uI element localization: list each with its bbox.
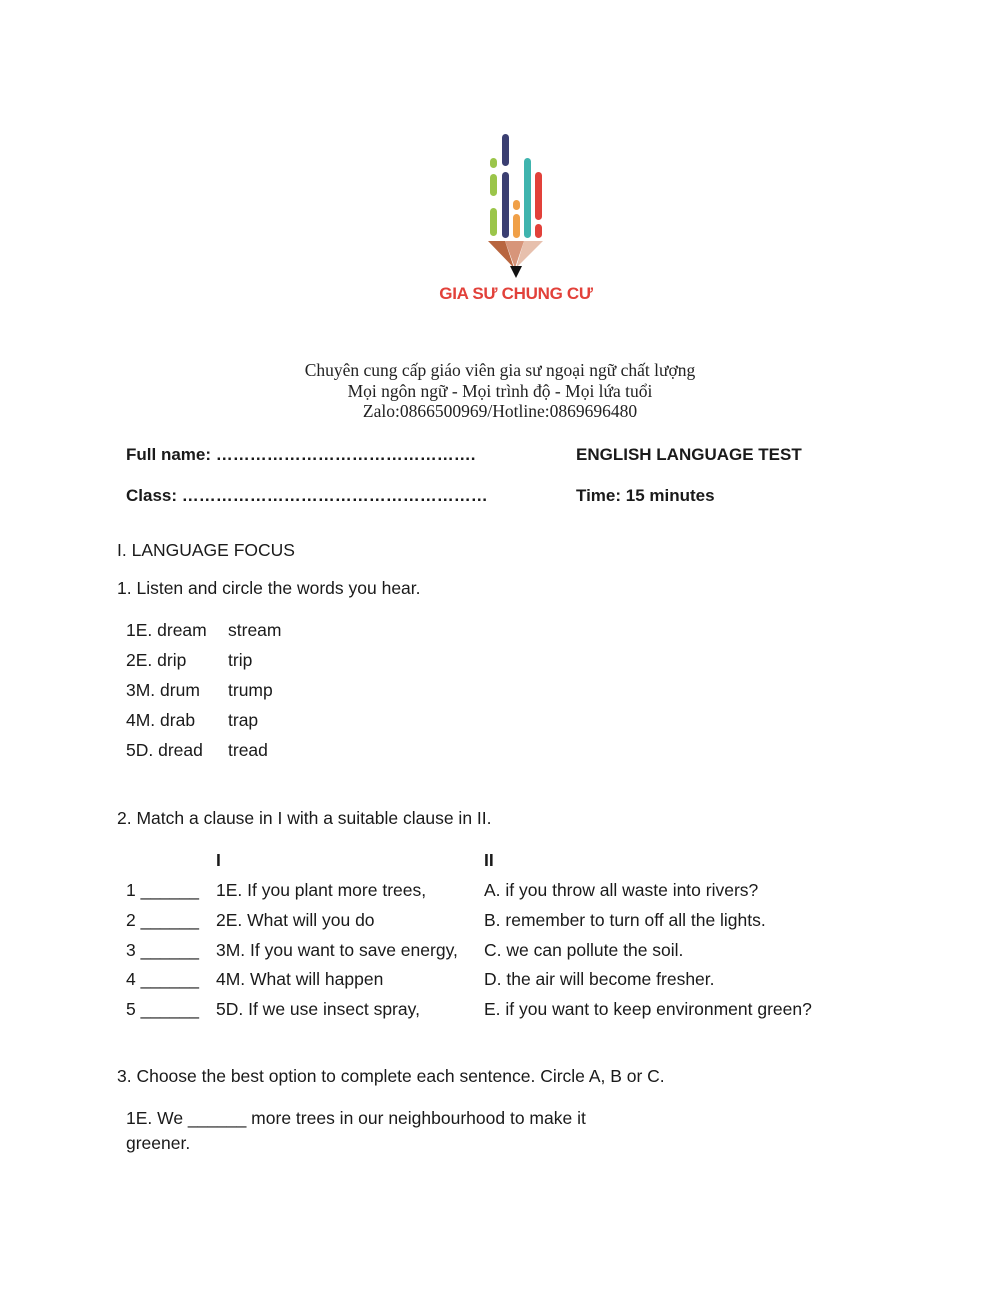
match-clause-ii: D. the air will become fresher. bbox=[484, 969, 715, 989]
ex1-option-b[interactable]: stream bbox=[228, 620, 282, 640]
exercise-2-instruction: 2. Match a clause in I with a suitable clause in II. bbox=[117, 808, 492, 828]
class-field[interactable]: Class: ……………………………………………… bbox=[126, 486, 488, 505]
tagline-line: Zalo:0866500969/Hotline:0869696480 bbox=[362, 401, 638, 421]
ex1-option-b[interactable]: trip bbox=[228, 650, 253, 670]
brand-name: GIA SƯ CHUNG CƯ bbox=[439, 284, 593, 303]
section-title: I. LANGUAGE FOCUS bbox=[117, 540, 295, 560]
test-title: ENGLISH LANGUAGE TEST bbox=[576, 445, 802, 464]
ex1-option-b[interactable]: tread bbox=[228, 740, 268, 760]
exercise-1-instruction: 1. Listen and circle the words you hear. bbox=[117, 578, 421, 598]
ex1-option-b[interactable]: trap bbox=[228, 710, 259, 730]
ex1-option-a[interactable]: 4M. drab bbox=[126, 710, 196, 730]
tagline-line: Chuyên cung cấp giáo viên gia sư ngoại ngữ chất lượng bbox=[304, 360, 696, 380]
time-limit: Time: 15 minutes bbox=[576, 486, 715, 505]
column-i-header: I bbox=[216, 850, 221, 870]
match-clause-i: 1E. If you plant more trees, bbox=[216, 880, 427, 900]
match-answer-blank[interactable]: 5 ______ bbox=[126, 999, 199, 1019]
match-clause-ii: C. we can pollute the soil. bbox=[484, 940, 684, 960]
match-clause-i: 4M. What will happen bbox=[216, 969, 384, 989]
ex3-question-1-continued: greener. bbox=[126, 1133, 191, 1153]
ex1-option-a[interactable]: 3M. drum bbox=[126, 680, 200, 700]
ex1-option-a[interactable]: 1E. dream bbox=[126, 620, 207, 640]
match-clause-i: 3M. If you want to save energy, bbox=[216, 940, 458, 960]
full-name-field[interactable]: Full name: ………………………………………. bbox=[126, 445, 476, 464]
tagline bbox=[200, 360, 800, 422]
ex1-option-a[interactable]: 2E. drip bbox=[126, 650, 187, 670]
match-answer-blank[interactable]: 2 ______ bbox=[126, 910, 199, 930]
exercise-3-instruction: 3. Choose the best option to complete each sentence. Circle A, B or C. bbox=[117, 1066, 665, 1086]
ex1-option-a[interactable]: 5D. dread bbox=[126, 740, 203, 760]
match-clause-i: 2E. What will you do bbox=[216, 910, 375, 930]
ex1-option-b[interactable]: trump bbox=[228, 680, 273, 700]
match-clause-ii: E. if you want to keep environment green? bbox=[484, 999, 812, 1019]
ex3-question-1: 1E. We ______ more trees in our neighbourhood to make it bbox=[126, 1108, 586, 1128]
match-clause-i: 5D. If we use insect spray, bbox=[216, 999, 420, 1019]
match-answer-blank[interactable]: 3 ______ bbox=[126, 940, 199, 960]
pencil-logo-icon bbox=[480, 128, 552, 280]
column-ii-header: II bbox=[484, 850, 494, 870]
match-clause-ii: A. if you throw all waste into rivers? bbox=[484, 880, 759, 900]
match-clause-ii: B. remember to turn off all the lights. bbox=[484, 910, 766, 930]
match-answer-blank[interactable]: 1 ______ bbox=[126, 880, 199, 900]
tagline-line: Mọi ngôn ngữ - Mọi trình độ - Mọi lứa tuổi bbox=[347, 380, 653, 401]
match-answer-blank[interactable]: 4 ______ bbox=[126, 969, 199, 989]
